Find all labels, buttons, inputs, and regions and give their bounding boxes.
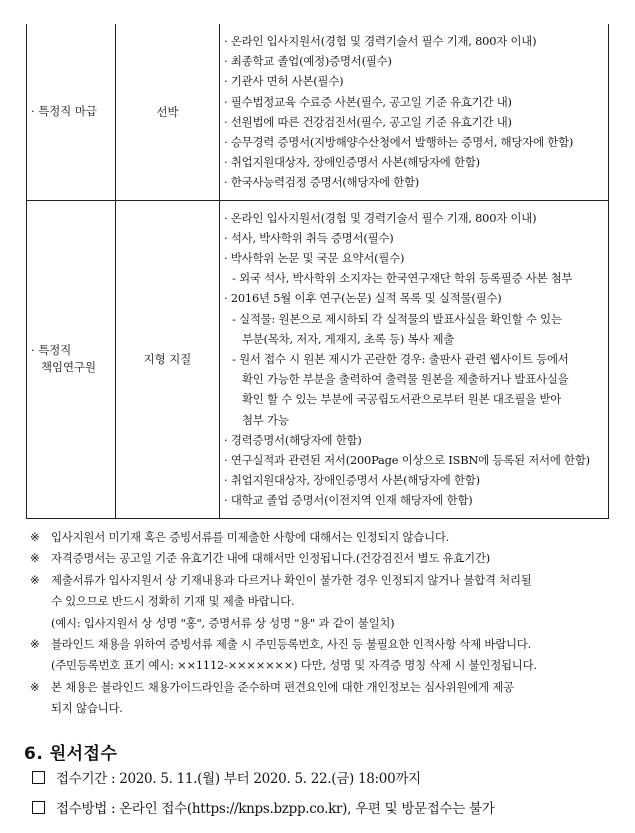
document-item: · 온라인 입사지원서(경험 및 경력기술서 필수 기재, 800자 이내) [224, 34, 537, 48]
note-text: 자격증명서는 공고일 기준 유효기간 내에 대해서만 인정됩니다.(건강검진서 별도 유효기간) [51, 551, 491, 566]
table-row [27, 200, 609, 518]
note-mark: ※ [30, 530, 40, 544]
table-row [27, 24, 609, 200]
note-continuation: (주민등록번호 표기 예시: ××1112-×××××××) 다만, 성명 및 자격증 명칭 삭제 시 불인정됩니다. [51, 658, 537, 673]
note-item [30, 548, 616, 569]
document-item: · 대학교 졸업 증명서(이전지역 인재 해당자에 한함) [224, 493, 473, 508]
document-item: 첨부 가능 [242, 412, 289, 427]
document-item: · 선원법에 따른 건강검진서(필수, 공고일 기준 유효기간 내) [224, 114, 512, 129]
note-mark: ※ [30, 637, 40, 652]
document-item: · 2016년 5월 이후 연구(논문) 실적 목록 및 실적물(필수) [224, 291, 502, 306]
note-item [30, 527, 616, 548]
document-item: · 취업지원대상자, 장애인증명서 사본(해당자에 한함) [224, 473, 480, 488]
position-field: 지형 지질 [116, 200, 220, 518]
document-item: · 박사학위 논문 및 국문 요약서(필수) [224, 251, 405, 266]
application-method [32, 797, 495, 817]
document-item: - 실적물: 원본으로 제시하되 각 실적물의 발표사실을 확인할 수 있는 [232, 311, 562, 326]
note-text: 제출서류가 입사지원서 상 기재내용과 다르거나 확인이 불가한 경우 인정되지 않거나 불합격 처리될 [51, 572, 532, 587]
document-item: · 최종학교 졸업(예정)증명서(필수) [224, 54, 392, 69]
note-mark: ※ [30, 551, 40, 566]
position-category [27, 24, 116, 200]
checkbox-icon [32, 771, 45, 784]
document-item: 부분(목차, 저자, 게재지, 초록 등) 복사 제출 [242, 331, 455, 346]
note-item [30, 570, 616, 591]
note-text: 입사지원서 미기재 혹은 증빙서류를 미제출한 사항에 대해서는 인정되지 않습니다. [51, 530, 450, 544]
period-text: 접수기간 : 2020. 5. 11.(월) 부터 2020. 5. 22.(금) 18:00까지 [56, 771, 421, 787]
checkbox-icon [32, 801, 45, 814]
document-item: · 한국사능력검정 증명서(해당자에 한함) [224, 175, 420, 190]
document-item: · 필수법정교육 수료증 사본(필수, 공고일 기준 유효기간 내) [224, 94, 512, 109]
notes-section [30, 527, 616, 720]
category-label-2: 책임연구원 [41, 360, 97, 375]
document-list [220, 200, 609, 518]
document-item: 확인 가능한 부분을 출력하여 출력물 원본을 제출하거나 발표사실을 [242, 372, 569, 387]
note-mark: ※ [30, 679, 40, 694]
section-title: 6. 원서접수 [24, 744, 118, 764]
document-item: · 기관사 면허 사본(필수) [224, 74, 344, 89]
document-item: · 연구실적과 관련된 저서(200Page 이상으로 ISBN에 등록된 저서에 한함) [224, 453, 590, 468]
document-item: 확인 할 수 있는 부분에 국공립도서관으로부터 원본 대조필을 받아 [242, 392, 562, 407]
document-item: · 경력증명서(해당자에 한함) [224, 432, 362, 447]
position-field: 선박 [116, 24, 220, 200]
document-item: - 원서 접수 시 원본 제시가 곤란한 경우: 출판사 관련 웹사이트 등에서 [232, 352, 569, 367]
note-item [30, 634, 616, 655]
document-item: · 석사, 박사학위 취득 증명서(필수) [224, 230, 394, 245]
required-documents-table [26, 24, 609, 519]
position-category [27, 200, 116, 518]
note-text: 본 채용은 블라인드 채용가이드라인을 준수하며 편견요인에 대한 개인정보는 심사위원에게 제공 [51, 679, 514, 694]
note-continuation: 수 있으므로 반드시 정확히 기재 및 제출 바랍니다. [51, 594, 295, 609]
category-label: · 특정직 [31, 343, 72, 358]
document-item: - 외국 석사, 박사학위 소지자는 한국연구재단 학위 등록필증 사본 첨부 [232, 271, 573, 286]
document-list [220, 24, 609, 200]
method-text: 접수방법 : 온라인 접수(https://knps.bzpp.co.kr), 우편 및 방문접수는 불가 [56, 801, 495, 817]
note-continuation: 되지 않습니다. [51, 701, 123, 716]
document-item: · 취업지원대상자, 장애인증명서 사본(해당자에 한함) [224, 155, 480, 170]
note-item [30, 677, 616, 698]
note-example: (예시: 입사지원서 상 성명 "홍", 증명서류 상 성명 "용" 과 같이 불일치) [51, 615, 395, 630]
note-text: 블라인드 채용을 위하여 증빙서류 제출 시 주민등록번호, 사진 등 불필요한 인적사항 삭제 바랍니다. [51, 637, 532, 652]
document-item: · 승무경력 증명서(지방해양수산청에서 발행하는 증명서, 해당자에 한함) [224, 135, 574, 150]
category-label: · 특정직 마급 [31, 104, 97, 119]
document-item: · 온라인 입사지원서(경험 및 경력기술서 필수 기재, 800자 이내) [224, 210, 537, 225]
note-mark: ※ [30, 572, 40, 587]
application-period [32, 767, 421, 787]
